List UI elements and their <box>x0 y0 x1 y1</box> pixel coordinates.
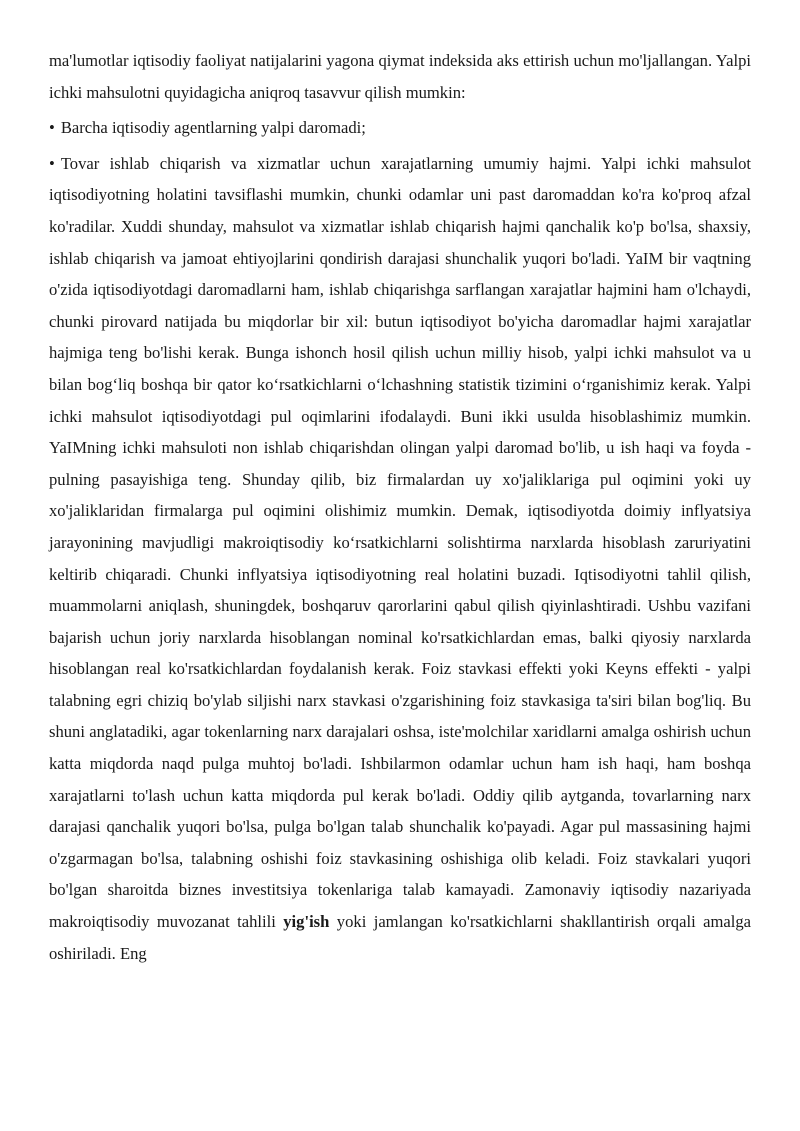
bullet-icon: • <box>49 118 55 138</box>
paragraph-intro <box>49 45 751 108</box>
bullet-item-expenditure-text: Tovar ishlab chiqarish va xizmatlar uchun xarajatlarning umumiy hajmi. Yalpi ichki mahsulot iqtisodiyotning holatini tavsiflashi mumkin, chunki odamlar uni past daromaddan ko'ra ko'proq afzal ko'radilar. Xuddi shunday, mahsulot va xizmatlar ishlab chiqarish hajmi qanchalik ko'p bo'lsa, shaxsiy, ishlab chiqarish va jamoat ehtiyojlarini qondirish darajasi shunchalik yuqori bo'ladi. YaIM bir vaqtning o'zida iqtisodiyotdagi daromadlarni ham, ishlab chiqarishga sarflangan xarajatlar hajmini ham o'lchaydi, chunki pirovard natijada bu miqdorlar bir xil: butun iqtisodiyot bo'yicha daromadlar hajmi xarajatlar hajmiga teng bo'lishi kerak. Bunga ishonch hosil qilish uchun milliy hisob, yalpi ichki mahsulot va u bilan bog‘liq boshqa bir qator ko‘rsatkichlarni o‘lchashning statistik tizimini o‘rganishimiz kerak. Yalpi ichki mahsulot iqtisodiyotdagi pul oqimlarini ifodalaydi. Buni ikki usulda hisoblashimiz mumkin. YaIMning ichki mahsuloti non ishlab chiqarishdan olingan yalpi daromad bo'lib, u ish haqi va foyda - pulning pasayishiga teng. Shunday qilib, biz firmalardan uy xo'jaliklariga pul oqimini yoki uy xo'jaliklaridan firmalarga pul oqimini olishimiz mumkin. Demak, iqtisodiyotda doimiy inflyatsiya jarayonining mavjudligi makroiqtisodiy ko‘rsatkichlarni solishtirma narxlarda hisoblash zaruriyatini keltirib chiqaradi. Chunki inflyatsiya iqtisodiyotning real holatini buzadi. Iqtisodiyotni tahlil qilish, muammolarni aniqlash, shuningdek, boshqaruv qarorlarini qabul qilish qiyinlashtiradi. Ushbu vazifani bajarish uchun joriy narxlarda hisoblangan nominal ko'rsatkichlardan emas, balki qiyosiy narxlarda hisoblangan real ko'rsatkichlardan foydalanish kerak. Foiz stavkasi effekti yoki Keyns effekti - yalpi talabning egri chiziq bo'ylab siljishi narx stavkasi o'zgarishining foiz stavkasiga ta'siri bilan bog'liq. Bu shuni anglatadiki, agar tokenlarning narx darajalari oshsa, iste'molchilar xaridlarni amalga oshirish uchun katta miqdorda naqd pulga muhtoj bo'ladi. Ishbilarmon odamlar uchun ham ish haqi, ham boshqa xarajatlarni to'lash uchun katta miqdorda pul kerak bo'ladi. Oddiy qilib aytganda, tovarlarning narx darajasi qanchalik yuqori bo'lsa, pulga bo'lgan talab shunchalik ko'payadi. Agar pul massasining hajmi o'zgarmagan bo'lsa, talabning oshishi foiz stavkasining oshishiga olib keladi. Foiz stavkalari yuqori bo'lgan sharoitda biznes investitsiya tokenlariga talab kamayadi. Zamonaviy iqtisodiy nazariyada makroiqtisodiy muvozanat tahlili <box>49 153 751 932</box>
bullet-item-expenditure-tail: yoki jamlangan ko'rsatkichlarni shakllantirish orqali amalga oshiriladi. Eng <box>49 912 752 963</box>
bold-term: yig'ish <box>283 912 330 932</box>
bullet-item-gross-income-text: Barcha iqtisodiy agentlarning yalpi daromadi; <box>60 118 366 138</box>
bullet-item-gross-income <box>49 112 751 144</box>
bullet-item-expenditure <box>49 148 751 969</box>
paragraph-intro-text: ma'lumotlar iqtisodiy faoliyat natijalarini yagona qiymat indeksida aks ettirish uchun mo'ljallangan. Yalpi ichki mahsulotni quyidagicha aniqroq tasavvur qilish mumkin: <box>49 51 751 102</box>
bullet-icon: • <box>49 153 55 173</box>
